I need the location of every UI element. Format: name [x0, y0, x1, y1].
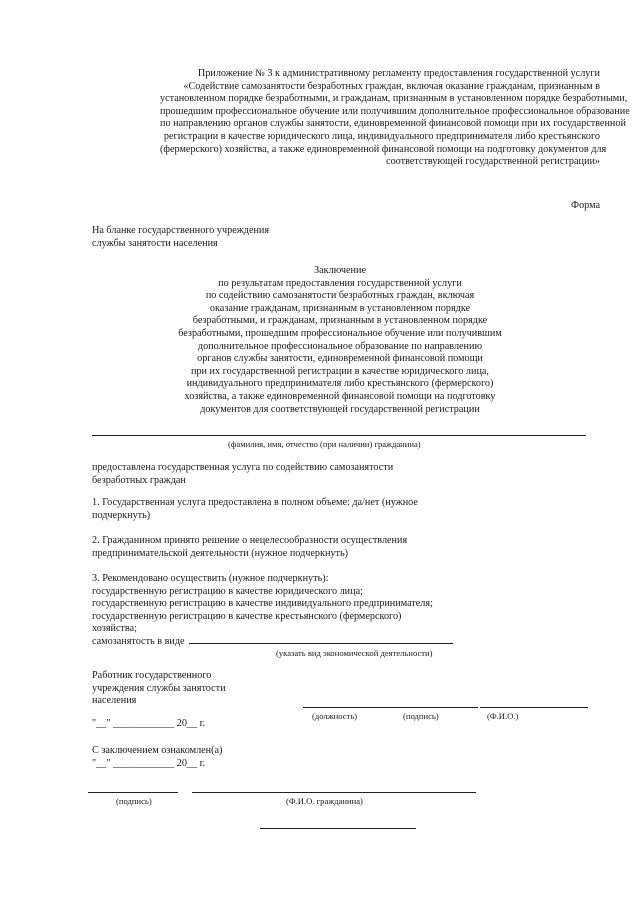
worker-date: "__" ____________ 20__ г.	[92, 718, 206, 729]
item-3-line: самозанятость в виде	[92, 635, 185, 647]
appendix-line: по направлению органов службы занятости, единовременной финансовой помощи при их государственной	[160, 118, 626, 130]
citizen-name-caption: (фамилия, имя, отчество (при наличии) гражданина)	[228, 439, 421, 449]
worker-fio-caption: (Ф.И.О.)	[487, 711, 519, 721]
title-line: безработными, и гражданам, признанным в установленном порядке	[192, 315, 488, 327]
title-line: дополнительное профессиональное образование по направлению	[197, 340, 483, 352]
appendix-line: прошедшим профессиональное обучение или получившим дополнительное профессиональное образование	[160, 105, 630, 117]
acquainted-label: С заключением ознакомлен(а)	[92, 745, 223, 756]
title-line: органов службы занятости, единовременной финансовой помощи	[197, 353, 483, 365]
item-3-line: 3. Рекомендовано осуществить (нужное подчеркнуть):	[92, 573, 329, 584]
appendix-header	[160, 68, 630, 169]
bottom-separator	[260, 828, 416, 829]
blank-note	[92, 225, 269, 250]
title-line: хозяйства, а также единовременной финансовой помощи на подготовку	[184, 390, 496, 402]
title-line: индивидуального предпринимателя либо крестьянского (фермерского)	[186, 378, 494, 390]
worker-fio-line[interactable]	[480, 707, 588, 708]
appendix-line: (фермерского) хозяйства, а также единовременной финансовой помощи на подготовку документов для	[160, 143, 607, 155]
citizen-signature-caption: (подпись)	[116, 796, 152, 806]
citizen-fio-caption: (Ф.И.О. гражданина)	[286, 796, 363, 806]
appendix-line: соответствующей государственной регистрации»	[386, 156, 600, 168]
worker-line: учреждения службы занятости	[92, 682, 226, 694]
item-2	[92, 535, 407, 560]
title-line: безработными, прошедшим профессиональное обучение или получившим	[178, 327, 502, 339]
item-3	[92, 573, 433, 649]
document-title	[130, 265, 550, 416]
item-3-line: государственную регистрацию в качестве крестьянского (фермерского)	[92, 610, 402, 622]
appendix-line: «Содействие самозанятости безработных граждан, включая оказание гражданам, признанным в	[183, 80, 600, 92]
worker-signature-line[interactable]	[402, 707, 478, 708]
citizen-name-line[interactable]	[92, 435, 586, 436]
title-line: по результатам предоставления государственной услуги	[218, 277, 462, 289]
acquainted-date: "__" ____________ 20__ г.	[92, 758, 206, 769]
item-1	[92, 497, 418, 522]
appendix-line: Приложение № 3 к административному регламенту предоставления государственной услуги	[197, 68, 600, 79]
title-line: при их государственной регистрации в качестве юридического лица,	[191, 365, 489, 377]
title-line: документов для соответствующей государственной регистрации	[200, 403, 480, 415]
activity-type-line[interactable]	[189, 643, 453, 644]
form-label: Форма	[571, 200, 600, 211]
provided-line: безработных граждан	[92, 474, 186, 486]
item-2-line: предпринимательской деятельности (нужное подчеркнуть)	[92, 547, 349, 559]
appendix-line: установленном порядке безработными, и гражданам, признанным в установленном порядке безработными,	[160, 93, 628, 105]
activity-type-caption: (указать вид экономической деятельности)	[276, 648, 433, 658]
item-2-line: 2. Гражданином принято решение о нецелесообразности осуществления	[92, 535, 408, 546]
worker-position-line[interactable]	[303, 707, 415, 708]
item-3-line: хозяйства;	[92, 623, 137, 635]
provided-paragraph	[92, 462, 393, 487]
provided-line: предоставлена государственная услуга по содействию самозанятости	[92, 462, 394, 473]
worker-block	[92, 670, 226, 708]
citizen-fio-line[interactable]	[192, 792, 476, 793]
citizen-signature-line[interactable]	[88, 792, 178, 793]
item-3-line: государственную регистрацию в качестве индивидуального предпринимателя;	[92, 598, 433, 610]
worker-line: населения	[92, 695, 137, 707]
worker-line: Работник государственного	[92, 670, 212, 681]
blank-note-line: На бланке государственного учреждения	[92, 225, 270, 236]
blank-note-line: службы занятости населения	[92, 237, 218, 249]
item-1-line: 1. Государственная услуга предоставлена в полном объеме: да/нет (нужное	[92, 497, 418, 508]
title-line: по содействию самозанятости безработных граждан, включая	[205, 290, 475, 302]
item-3-line: государственную регистрацию в качестве юридического лица;	[92, 585, 363, 597]
title-line: оказание гражданам, признанным в установленном порядке	[209, 302, 471, 314]
title-heading: Заключение	[314, 265, 366, 276]
appendix-line: регистрации в качестве юридического лица, индивидуального предпринимателя либо крестьянского	[163, 130, 600, 142]
worker-signature-caption: (подпись)	[403, 711, 439, 721]
item-1-line: подчеркнуть)	[92, 509, 151, 521]
worker-position-caption: (должность)	[312, 711, 358, 721]
